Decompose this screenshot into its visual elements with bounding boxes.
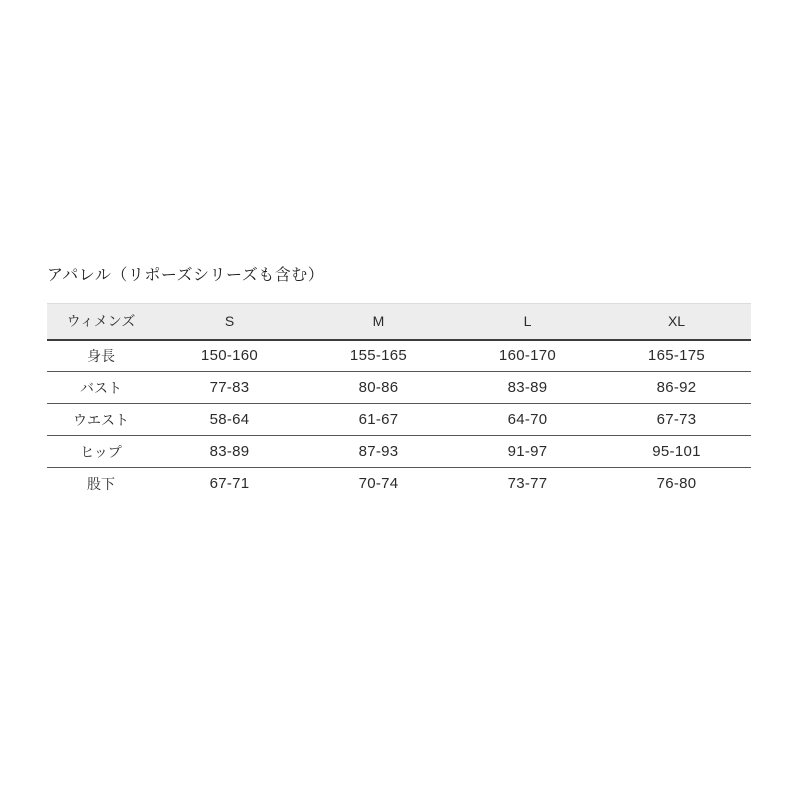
header-row bbox=[47, 304, 751, 340]
size-cell: 83-89 bbox=[507, 379, 548, 396]
size-cell: 95-101 bbox=[652, 443, 701, 460]
size-cell: 77-83 bbox=[209, 379, 250, 396]
size-cell: 58-64 bbox=[209, 411, 250, 428]
column-header-m: M bbox=[372, 313, 385, 330]
table-row-bust bbox=[47, 372, 751, 404]
size-cell: 73-77 bbox=[507, 475, 548, 493]
size-table bbox=[47, 303, 751, 500]
size-cell: 64-70 bbox=[507, 411, 548, 428]
table-row-height bbox=[47, 340, 751, 372]
row-label: 股下 bbox=[87, 475, 115, 492]
table-row-inseam bbox=[47, 468, 751, 500]
size-cell: 155-165 bbox=[349, 347, 408, 365]
row-label: ウエスト bbox=[73, 411, 129, 428]
size-table-body bbox=[47, 340, 751, 500]
size-cell: 160-170 bbox=[498, 347, 557, 365]
size-chart-section bbox=[47, 265, 751, 500]
column-header-l: L bbox=[523, 313, 532, 330]
column-header-xl: XL bbox=[667, 313, 686, 330]
size-cell: 61-67 bbox=[358, 411, 399, 428]
row-label: ヒップ bbox=[80, 443, 122, 460]
size-cell: 76-80 bbox=[656, 475, 697, 493]
size-cell: 150-160 bbox=[200, 347, 259, 365]
size-chart-title: アパレル（リポーズシリーズも含む） bbox=[47, 267, 325, 284]
size-cell: 67-73 bbox=[656, 411, 697, 428]
size-cell: 83-89 bbox=[209, 443, 250, 460]
row-label: バスト bbox=[80, 379, 122, 396]
table-row-hip bbox=[47, 436, 751, 468]
size-cell: 87-93 bbox=[358, 443, 399, 460]
size-cell: 86-92 bbox=[656, 379, 697, 396]
size-cell: 70-74 bbox=[358, 475, 399, 493]
column-header-s: S bbox=[224, 313, 235, 330]
size-table-header bbox=[47, 304, 751, 340]
size-cell: 165-175 bbox=[647, 347, 706, 365]
column-header-womens: ウィメンズ bbox=[66, 313, 136, 330]
size-cell: 80-86 bbox=[358, 379, 399, 396]
size-cell: 67-71 bbox=[209, 475, 250, 493]
row-label: 身長 bbox=[87, 347, 115, 364]
table-row-waist bbox=[47, 404, 751, 436]
size-cell: 91-97 bbox=[507, 443, 548, 460]
